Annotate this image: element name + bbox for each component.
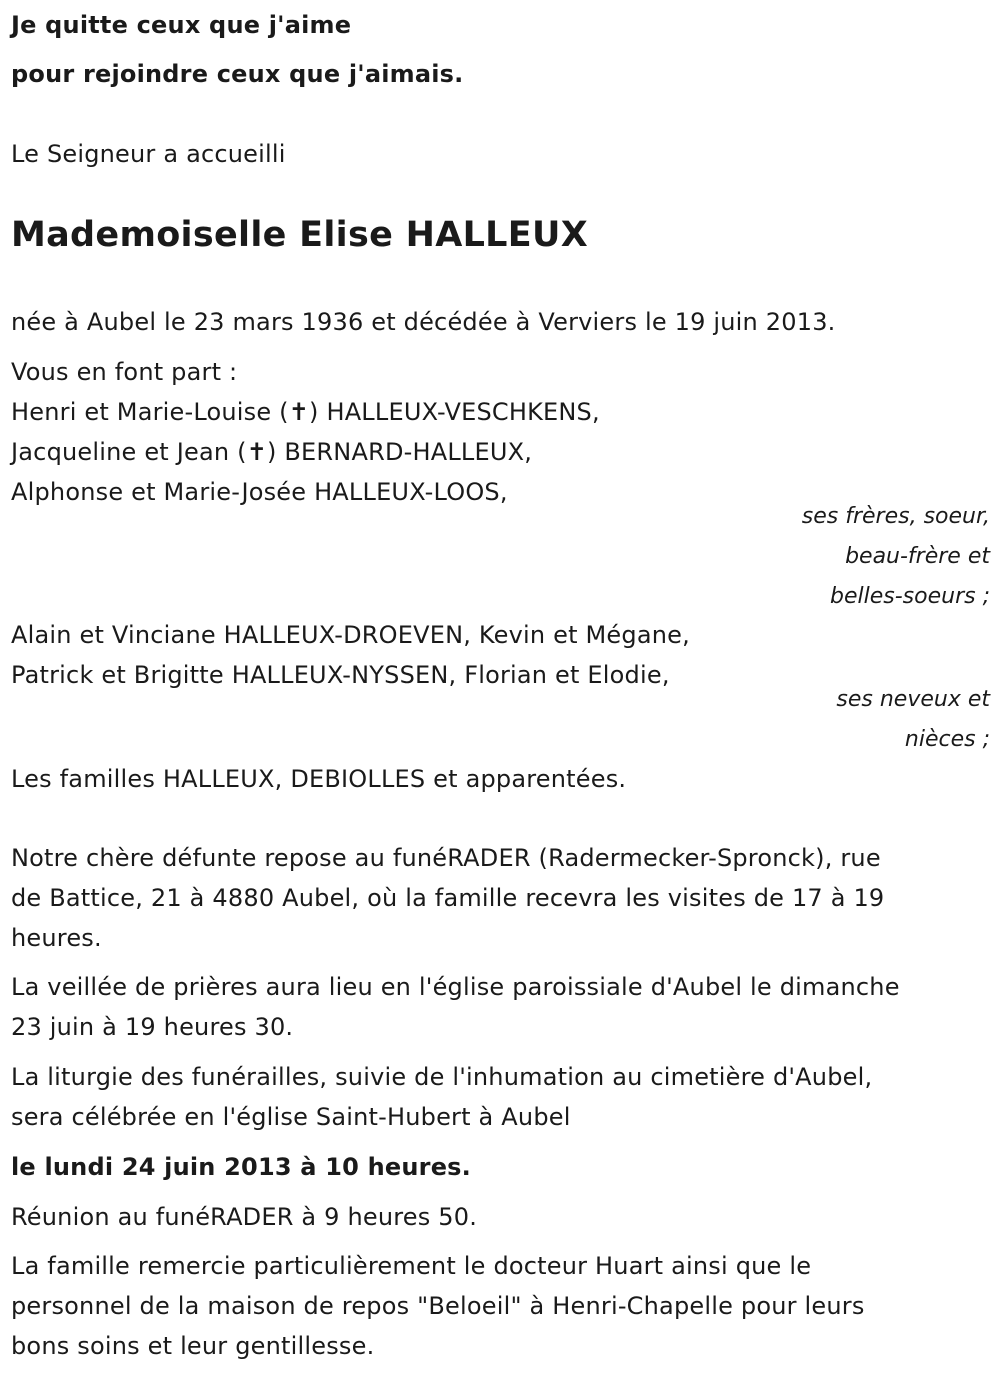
repose-line: de Battice, 21 à 4880 Aubel, où la famille recevra les visites de 17 à 19 <box>11 884 885 912</box>
intro-text: Le Seigneur a accueilli <box>11 140 286 168</box>
nephew-line: Alain et Vinciane HALLEUX-DROEVEN, Kevin et Mégane, <box>11 621 690 649</box>
vigil-line: 23 juin à 19 heures 30. <box>11 1013 294 1041</box>
funeral-date: le lundi 24 juin 2013 à 10 heures. <box>11 1153 471 1181</box>
repose-line: Notre chère défunte repose au funéRADER (Radermecker-Spronck), rue <box>11 844 881 872</box>
birth-death-text: née à Aubel le 23 mars 1936 et décédée à Verviers le 19 juin 2013. <box>11 308 836 336</box>
deceased-name: Mademoiselle Elise HALLEUX <box>11 215 588 255</box>
sibling-line: Alphonse et Marie-Josée HALLEUX-LOOS, <box>11 478 508 506</box>
families-text: Les familles HALLEUX, DEBIOLLES et apparentées. <box>11 765 627 793</box>
repose-line: heures. <box>11 924 102 952</box>
liturgy-line: sera célébrée en l'église Saint-Hubert à Aubel <box>11 1103 571 1131</box>
thanks-line: bons soins et leur gentillesse. <box>11 1332 375 1360</box>
liturgy-line: La liturgie des funérailles, suivie de l'inhumation au cimetière d'Aubel, <box>11 1063 873 1091</box>
nephew-line: Patrick et Brigitte HALLEUX-NYSSEN, Florian et Elodie, <box>11 661 670 689</box>
epigraph-line-1: Je quitte ceux que j'aime <box>11 11 352 39</box>
vigil-line: La veillée de prières aura lieu en l'église paroissiale d'Aubel le dimanche <box>11 973 900 1001</box>
thanks-line: personnel de la maison de repos "Beloeil" à Henri-Chapelle pour leurs <box>11 1292 865 1320</box>
announcers-intro: Vous en font part : <box>11 358 238 386</box>
nephews-relation-line: nièces ; <box>904 727 990 752</box>
meeting-text: Réunion au funéRADER à 9 heures 50. <box>11 1203 478 1231</box>
siblings-relation-line: belles-soeurs ; <box>830 584 990 609</box>
siblings-relation-line: ses frères, soeur, <box>801 504 990 529</box>
epigraph-line-2: pour rejoindre ceux que j'aimais. <box>11 60 464 88</box>
siblings-relation-line: beau-frère et <box>845 544 990 569</box>
nephews-relation-line: ses neveux et <box>836 687 990 712</box>
sibling-line: Henri et Marie-Louise (✝) HALLEUX-VESCHKENS, <box>11 398 600 426</box>
sibling-line: Jacqueline et Jean (✝) BERNARD-HALLEUX, <box>11 438 533 466</box>
thanks-line: La famille remercie particulièrement le docteur Huart ainsi que le <box>11 1252 812 1280</box>
